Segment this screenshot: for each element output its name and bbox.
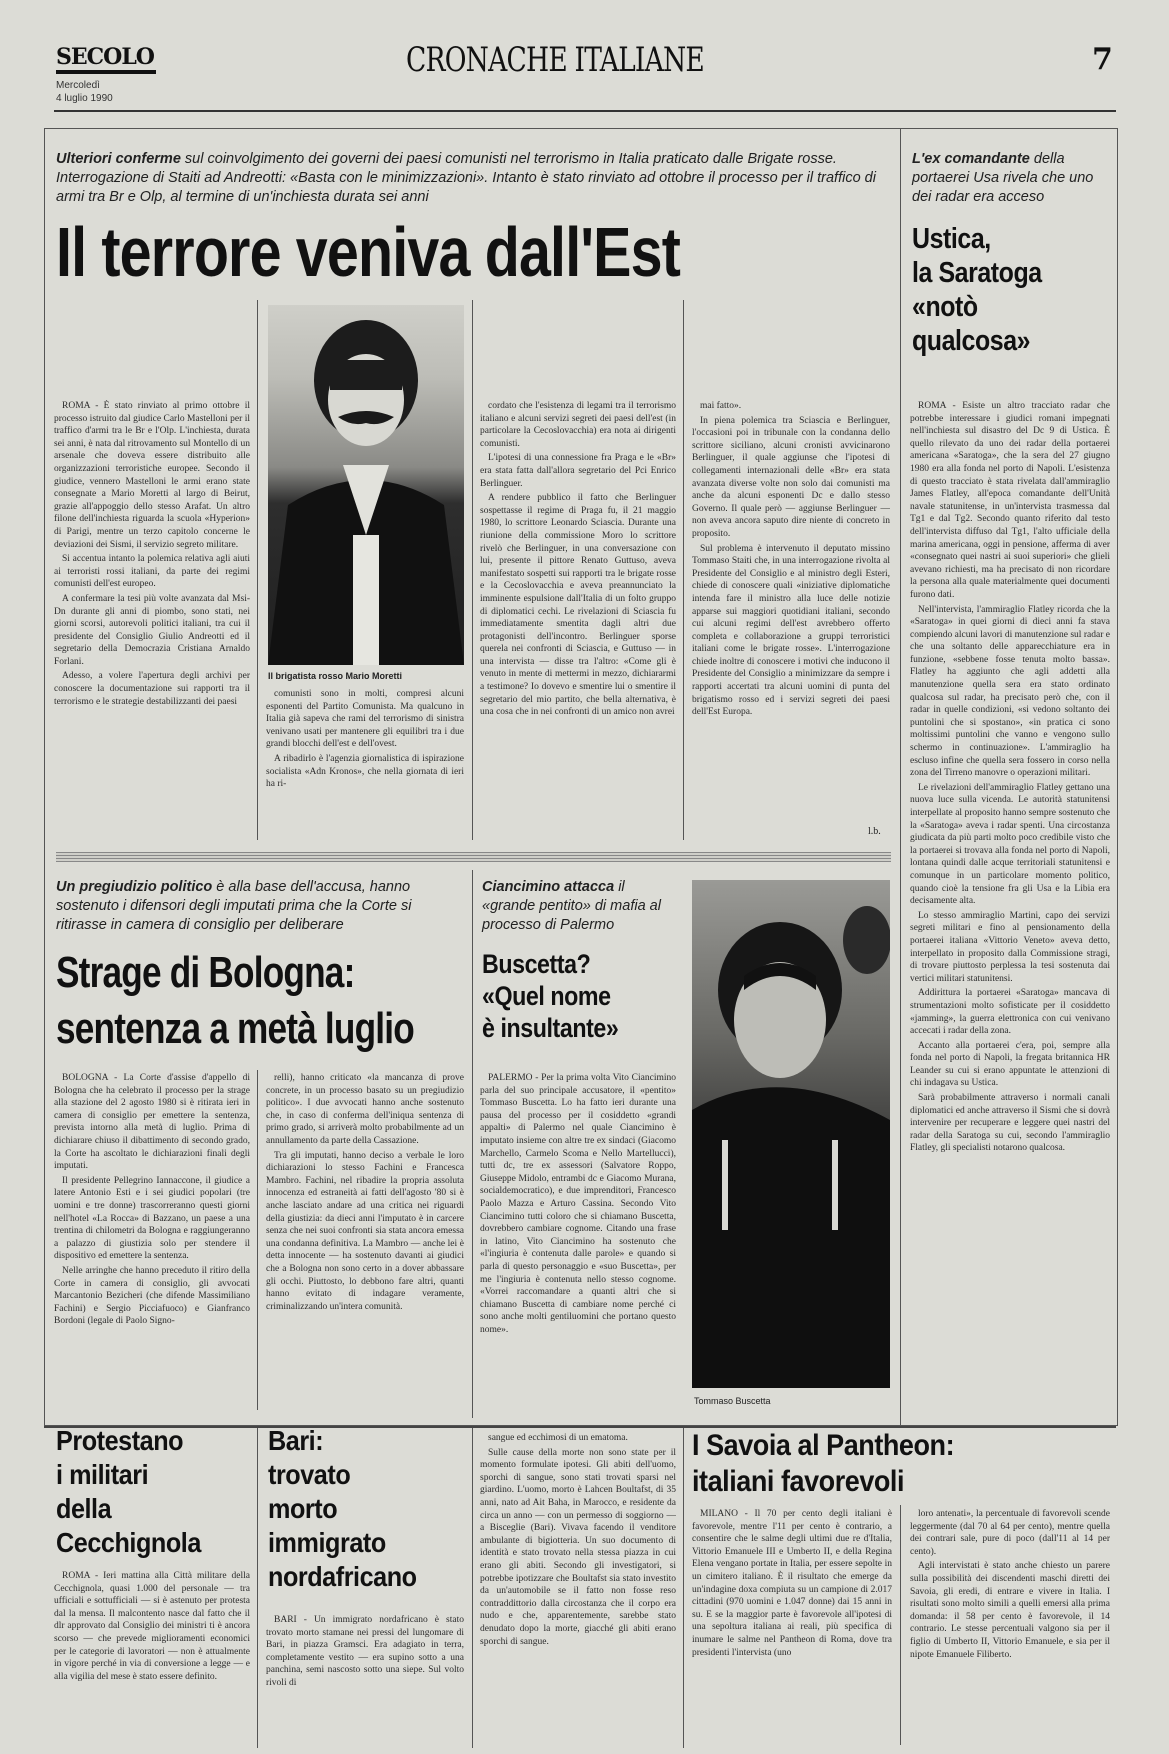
buscetta-p1: PALERMO - Per la prima volta Vito Ciancimino parla del suo principale accusatore, il «pentito» Tommaso Buscetta. Lo ha fatto ieri durante una pausa del processo per il cosiddetto «grandi appalti» di Palermo nel quale Ciancimino è imputato insieme con altre tre ex sindaci (Giacomo Marchello, Carmelo Scoma e Nello Martellucci), tutti dc, tre ex assessori (Salvatore Roppo, Giuseppe Midolo, entrambi dc e Giacomo Murana, socialdemocratico), e due imprenditori, Francesco Paolo Mazza e Arturo Cassina. Secondo Vito Ciancimino tutti coloro che si chiamano Buscetta, dovrebbero cambiare cognome. Citando una frase in latino, Vito Ciancimino ha sostenuto che «l'ingiuria è contenuta dalle parole» e quando si parla di questo personaggio e «suo Buscetta», per me l'ingiuria è contenuta nello stesso cognome. «Vorrei raccomandare a quanti altri che si chiamano Buscetta di cambiare nome perché ci sono anche molti gentiluomini che portano questo nome». xyxy=(480,1073,676,1335)
ustica-kicker-text: della portaerei Usa rivela che uno dei radar era acceso xyxy=(912,151,1094,205)
bologna-buscetta-divider xyxy=(472,870,473,1418)
issue-day: Mercoledì xyxy=(56,80,100,91)
main-kicker-text: sul coinvolgimento dei governi dei paesi comunisti nel terrorismo in Italia praticato dalle Brigate rosse. Interrogazione di Staiti ad Andreotti: «Basta con le minimizzazioni». Intanto è stato rinviato ad ottobre il processo per il traffico di armi tra Br e Olp, al termine di un'inchiesta durata sei anni xyxy=(56,151,876,205)
bari-headline-line-2: trovato xyxy=(268,1459,351,1490)
main-col-2 xyxy=(266,688,464,840)
main-col1-p1: ROMA - È stato rinviato al primo ottobre il processo istruito dal giudice Carlo Mastelloni per il traffico d'armi tra le Br e l'Olp. L'inchiesta, durata sei anni, è nata dal ritrovamento sul Montello di un arsenale che doveva essere distribuito alle organizzazioni terroristiche europee. Secondo il giudice, vennero Mastelloni le armi erano state consegnate a Mario Moretti al largo di Beirut, grazie all'appoggio dello stesso Arafat. Un altro filone dell'inchiesta riguarda la scuola «Hyperion» di Parigi, mentre un terzo capitolo concerne le deviazioni dei Sismi, il servizio segreto militare. xyxy=(54,401,250,550)
main-col2-p1: comunisti sono in molti, compresi alcuni esponenti del Partito Comunista. Ma qualcuno in Italia già sapeva che rami del terrorismo di sinistra venivano usati per mantenere gli equilibri tra i due grandi blocchi dell'est e dell'ovest. xyxy=(266,689,464,750)
bologna-col-1 xyxy=(54,1072,250,1412)
ustica-p7: Sarà probabilmente attraverso i normali canali diplomatici ed anche attraverso il Sismi che si dovrà intervenire per recuperare e leggere quei nastri del radar della Saratoga su cui, secondo l'ammiraglio Flatley, gli specialisti notarono qualcosa. xyxy=(910,1093,1110,1154)
page-number: 7 xyxy=(1092,42,1113,77)
paper-name: SECOLO xyxy=(56,44,156,74)
bologna-col-rule xyxy=(257,1070,258,1410)
moretti-portrait xyxy=(268,305,464,665)
ustica-headline-line-3: «notò xyxy=(912,291,978,323)
main-col3-p1: cordato che l'esistenza di legami tra il terrorismo italiano e alcuni servizi segreti dei paesi dell'est (in particolare la Cecoslovacchia) era nota ai dirigenti comunisti. xyxy=(480,401,676,449)
bottom-rule-3 xyxy=(683,1428,684,1748)
main-col1-p2: Si accentua intanto la polemica relativa agli aiuti ai terroristi rossi italiani, da parte dei regimi comunisti dell'est europeo. xyxy=(54,554,250,590)
ustica-headline-line-1: Ustica, xyxy=(912,223,991,255)
ustica-p2: Nell'intervista, l'ammiraglio Flatley ricorda che la «Saratoga» in quei giorni di dieci anni fa stava compiendo alcuni lavori di manutenzione sul radar e che una soltanto delle apparecchiature era in funzione, «sebbene fosse tenuta molto bassa». Flatley ha aggiunto che agli addetti alla manutenzione quella sera era stato ordinato qualcosa sul radar, ha precisato però che, con il radar in quelle condizioni, «si vedono soltanto dei puntolini che si spostano», «in pratica ci sono moltissimi puntolini che vanno e vengono sullo schermo in continuazione». L'ammiraglio ha escluso infine che quella sera fossero in corso nella zona del Tirreno manovre o operazioni militari. xyxy=(910,604,1110,779)
issue-date: 4 luglio 1990 xyxy=(56,93,113,104)
buscetta-body xyxy=(480,1072,676,1412)
buscetta-headline-line-1: Buscetta? xyxy=(482,949,591,979)
bari-headline-line-4: immigrato xyxy=(268,1527,386,1558)
main-col2-p2: A ribadirlo è l'agenzia giornalistica di ispirazione socialista «Adn Kronos», che nella giornata di ieri ha ri- xyxy=(266,753,464,790)
moretti-photo xyxy=(268,305,464,665)
bologna-col1-p1: BOLOGNA - La Corte d'assise d'appello di Bologna che ha celebrato il processo per la strage alla stazione del 2 agosto 1980 si è ritirata ieri in camera di consiglio per emettere la sentenza, prevista intorno alla metà di luglio. Prima di dichiarare chiuso il dibattimento di secondo grado, la Corte ha ascoltato le dichiarazioni finali degli imputati. xyxy=(54,1073,250,1172)
buscetta-headline-line-2: «Quel nome xyxy=(482,981,611,1011)
bologna-col-2 xyxy=(266,1072,464,1412)
ustica-headline-line-2: la Saratoga xyxy=(912,257,1042,289)
militari-headline-line-3: della xyxy=(56,1493,112,1524)
main-col-rule-3 xyxy=(683,300,684,840)
main-col4-p3: Sul problema è intervenuto il deputato missino Tommaso Staiti che, in una interrogazione rivolta al Presidente del Consiglio e al ministro degli Esteri, chiede di conoscere quali «iniziative diplomatiche intenda fare il ministro alla luce delle notizie apparse sui maggiori quotidiani italiani, secondo cui alcuni regimi dell'est avrebbero offerto completa e collaborazione a gruppi terroristici italiani come le brigate rosse». L'interrogazione chiede inoltre di conoscere i motivi che inducono il Presidente del Consiglio a minimizzare da sempre i rapporti accertati tra alcuni uomini di punta del brigatismo rosso ed i servizi segreti dei paesi dell'Est Europa. xyxy=(692,543,890,718)
ustica-kicker xyxy=(912,150,1112,207)
main-col-1 xyxy=(54,400,250,840)
savoia-col2-p2: Agli intervistati è stato anche chiesto un parere sulla possibilità dei discendenti maschi diretti dei Savoia, gli eredi, di entrare e vivere in Italia. I risultati sono molto simili a quelli emersi alla prima domanda: il 58 per cento è favorevole, il 14 contrario. Le stesse percentuali valgono sia per il figlio di Umberto II, Vittorio Emanuele, e sia per il nipote Emanuele Filiberto. xyxy=(910,1561,1110,1660)
main-col4-p1: mai fatto». xyxy=(700,401,742,411)
ustica-p5: Addirittura la portaerei «Saratoga» mancava di strumentazioni molto sofisticate per il cosiddetto «jamming», la guerra elettronica con cui venivano accecati i radar della zona. xyxy=(910,988,1110,1037)
buscetta-kicker xyxy=(482,878,672,935)
bari-body-left xyxy=(266,1614,464,1724)
main-signature: l.b. xyxy=(868,826,881,837)
main-col3-p3: A rendere pubblico il fatto che Berlinguer sospettasse il regime di Praga fu, il 21 maggio 1980, lo scrittore Leonardo Sciascia. Durante una riunione della commissione Moro lo scrittore rivelò che Berlinguer, in una conversazione con lui, presente il pittore Renato Guttuso, aveva manifestato sospetti sui rapporti tra le brigate rosse e la Cecoslovacchia e aveva preannunciato la imminente espulsione dall'Italia di un folto gruppo di diplomatici cechi. Le rivelazioni di Sciascia fu immediatamente smentita dagli altri due protagonisti dell'incontro. Berlinguer sporse querela nei confronti di Sciascia, e Guttuso — in una intervista — disse tra l'altro: «Come gli è venuto in mente di mettermi in mezzo, dichiararmi a testimone? Io dovevo e smentire lui o smentire il segretario del mio partito, che bella alternativa, è una cosa che in nei confronti di un amico non avrei xyxy=(480,493,676,718)
ustica-p4: Lo stesso ammiraglio Martini, capo dei servizi segreti militari e fino al pensionamento della portaerei italiana «Vittorio Veneto» aveva detto, interpellato in proposito dalla Commissione stragi, di trovare piuttosto perplessa la tesi sostenuta dai vertici militari statunitensi. xyxy=(910,910,1110,984)
militari-p1: ROMA - Ieri mattina alla Città militare della Cecchignola, quasi 1.000 del personale — tra ufficiali e sottufficiali — si è astenuto per protesta dal la mensa. Il malcontento nasce dal fatto che il dlr approvato dal Consiglio dei ministri ti è ancora scorso — che prevede miglioramenti economici per le categorie di lavoratori — non è attualmente in vigore perché in via di conversione a legge — e alla vigilia del mese è stato essere definito. xyxy=(54,1571,250,1682)
main-col4-p2: In piena polemica tra Sciascia e Berlinguer, l'occasioni poi in tribunale con la condanna dello scrittore siciliano, alcuni cronisti avvicinarono Berlinguer, il quale aggiunse che l'ipotesi di collegamenti internazionali delle «Br» era stata avanzata diverse volte non solo dai comunisti ma anche da alcuni esponenti Dc e dallo stesso Governo. Il quale però — aggiunse Berlinguer — non aveva ancora saputo dire niente di concreto in proposito. xyxy=(692,415,890,539)
bari-right-p1: sangue ed ecchimosi di un ematoma. xyxy=(488,1433,628,1443)
ustica-headline-line-4: qualcosa» xyxy=(912,325,1031,357)
savoia-headline-line-2: italiani favorevoli xyxy=(692,1465,905,1498)
savoia-col2-p1: loro antenati», la percentuale di favorevoli scende leggermente (dal 70 al 64 per cento), mentre quella dei contrari sale, pure di poco (dall'11 al 14 per cento). xyxy=(910,1509,1110,1557)
buscetta-kicker-lead: Ciancimino attacca xyxy=(482,879,615,895)
bari-right-p2: Sulle cause della morte non sono state per il momento formulate ipotesi. Gli abiti dell'uomo, sporchi di sangue, sono stati trovati sparsi nel giardino. L'uomo, morto è Lahcen Boultafst, di 35 anni, nato ad Ait Baha, in Marocco, e residente da circa un anno — con un permesso di soggiorno — a Bisceglie (Bari). Vivava facendo il venditore ambulante di bigiotteria. Un suo documento di identità e stato trovato nella stessa piazza in cui erano gli abiti. Secondo gli investigatori, si potrebbe ipotizzare che Boultafst sia stato investito da un'automobile se il fatto non fosse reso contraddittorio dalla circostanza che il corpo era nudo e che, apparentemente, sarebbe stato denudato dopo la morte, giacché gli abiti erano sporchi di sangue. xyxy=(480,1447,676,1647)
militari-headline-line-2: i militari xyxy=(56,1459,149,1490)
bari-left-p1: BARI - Un immigrato nordafricano è stato trovato morto stamane nei pressi del lungomare di Bari, in piazza Gramsci. Era adagiato in terra, completamente vestito — era supino sotto a una panchina, semi nascosto sotto una siepe. Sul volto rivoli di xyxy=(266,1615,464,1688)
buscetta-kicker-text: il «grande pentito» di mafia al processo di Palermo xyxy=(482,879,661,933)
section-title: CRONACHE ITALIANE xyxy=(406,40,704,80)
savoia-col-rule xyxy=(900,1505,901,1745)
moretti-caption: Il brigatista rosso Mario Moretti xyxy=(268,671,403,681)
main-col-rule-1 xyxy=(257,300,258,840)
bologna-kicker-text: è alla base dell'accusa, hanno sostenuto i difensori degli imputati prima che la Corte si ritirasse in camera di consiglio per deliberare xyxy=(56,879,412,933)
buscetta-caption: Tommaso Buscetta xyxy=(694,1396,771,1406)
bologna-col2-p2: Tra gli imputati, hanno deciso a verbale le loro dichiarazioni lo stesso Fachini e Francesca Mambro. Fachini, nel ribadire la propria assoluta innocenza ed estraneità ai fatti dell'agosto '80 si è anche lasciato andare ad una critica nei riguardi della giustizia: da dieci anni l'imputato è in carcere senza che nei suoi confronti sia stata ancora emessa una condanna definitiva. La Mambro — anche lei è detta innocente — ha sostenuto davanti ai giudici che a Bologna non sono certo in a dover abbassare gli occhi. Piuttosto, lo debbono fare altri, quanti hanno evitato di indagare veramente, criminalizzando un'intera comunità. xyxy=(266,1150,464,1312)
bologna-col1-p2: Il presidente Pellegrino Iannaccone, il giudice a latere Antonio Esti e i sei giudici popolari (tre uomini e tre donne) trascorreranno questi giorni nell'hotel «La Rocca» di Bazzano, un paese a una trentina di chilometri da Bologna e raggiungeranno a palazzo di giustizia solo per stendere il dispositivo ed emettere la sentenza. xyxy=(54,1175,250,1262)
main-col3-p2: L'ipotesi di una connessione fra Praga e le «Br» era stata fatta dall'allora segretario del Pci Enrico Berlinguer. xyxy=(480,453,676,489)
main-col1-p4: Adesso, a volere l'apertura degli archivi per conoscere la documentazione sui rapporti tra il terrorismo e le strategie destabilizzanti dei paesi xyxy=(54,671,250,707)
bologna-col2-p1: relli), hanno criticato «la mancanza di prove concrete, in un processo basato su un pregiudizio politico». I due avvocati hanno anche sostenuto che, in caso di conferma dell'iniqua sentenza di primo grado, si arriverà molto probabilmente ad un annullamento da parte della Cassazione. xyxy=(266,1073,464,1146)
bologna-headline-line-1: Strage di Bologna: xyxy=(56,948,355,997)
bari-headline-line-5: nordafricano xyxy=(268,1561,417,1592)
bologna-kicker-lead: Un pregiudizio politico xyxy=(56,879,213,895)
main-col-rule-2 xyxy=(472,300,473,840)
savoia-col1-p1: MILANO - Il 70 per cento degli italiani è favorevole, mentre l'11 per cento è contrario, a consentire che le salme degli ultimi due re d'Italia, Vittorio Emanuele III e Umberto II, e della Regina Elena vengano portate in Italia, per essere sepolte in un cimitero italiano. È il risultato che emerge da un'indagine doxa compiuta su un campione di 2.017 cittadini (970 uomini e 1.047 donne) dai 15 anni in su. E se la maggior parte è favorevole all'ipotesi di una sepoltura italiana ai reali, più specifica di inumare le salme nel Pantheon di Roma, dove tra presidenti l'intervista (uno xyxy=(692,1509,892,1658)
militari-headline xyxy=(56,1424,254,1560)
ustica-p3: Le rivelazioni dell'ammiraglio Flatley gettano una nuova luce sulla vicenda. Le autorità statunitensi interpellate al proposito hanno sempre sostenuto che la «Saratoga» aveva i radar spenti. Una circostanza giudicata da più parti molto poco credibile visto che la portaerei si trovava alla fonda nel porto di Napoli, lontana quindi dalle acque territoriali statunitensi e comunque in un particolare momento politico, quando cioè la tensione fra gli Usa e la Libia era decisamente alta. xyxy=(910,782,1110,907)
bari-body-right xyxy=(480,1432,676,1722)
buscetta-headline xyxy=(482,948,672,1044)
main-headline: Il terrore veniva dall'Est xyxy=(56,213,681,291)
main-col-4 xyxy=(692,400,890,825)
bari-headline xyxy=(268,1424,468,1594)
ustica-kicker-lead: L'ex comandante xyxy=(912,151,1030,167)
savoia-headline-line-1: I Savoia al Pantheon: xyxy=(692,1429,955,1462)
main-kicker xyxy=(56,150,890,207)
buscetta-photo xyxy=(692,880,890,1388)
bari-headline-line-3: morto xyxy=(268,1493,338,1524)
bologna-kicker xyxy=(56,878,461,935)
ustica-p6: Accanto alla portaerei c'era, poi, sempre alla fonda nel porto di Napoli, la fregata britannica HR Leander su cui si erano appuntate le attenzioni di chi indagava su Ustica. xyxy=(910,1040,1110,1089)
savoia-col-2 xyxy=(910,1508,1110,1722)
ustica-body xyxy=(910,400,1110,1418)
ustica-headline xyxy=(912,222,1112,358)
buscetta-headline-line-3: è insultante» xyxy=(482,1013,619,1043)
main-kicker-lead: Ulteriori conferme xyxy=(56,151,181,167)
bari-headline-line-1: Bari: xyxy=(268,1425,324,1456)
ustica-divider xyxy=(900,128,901,1426)
main-col1-p3: A confermare la tesi più volte avanzata dal Msi-Dn durante gli anni di piombo, sono stati, nei giorni scorsi, autorevoli politici italiani, tra cui il presidente del Consiglio Giulio Andreotti ed il segretario della Democrazia Cristiana Arnaldo Forlani. xyxy=(54,593,250,667)
buscetta-portrait xyxy=(692,880,890,1388)
bottom-rule-2 xyxy=(472,1428,473,1748)
bologna-headline-line-2: sentenza a metà luglio xyxy=(56,1004,414,1053)
masthead-rule xyxy=(54,110,1116,112)
militari-headline-line-4: Cecchignola xyxy=(56,1527,201,1558)
militari-body xyxy=(54,1570,250,1720)
masthead xyxy=(56,40,1116,110)
main-col-3 xyxy=(480,400,676,840)
mid-band xyxy=(56,852,891,862)
ustica-p1: ROMA - Esiste un altro tracciato radar che potrebbe interessare i giudici romani impegnati nell'inchiesta sul disastro del Dc 9 di Ustica. È quello rilevato da uno dei radar della portaerei americana «Saratoga», che la sera del 27 giugno 1980 era alla fonda nel porto di Napoli. L'esistenza di questo tracciato è stata rivelata dall'ammiraglio James Flatley, all'epoca comandante dell'Unità navale statunitense, in un'intervista trasmessa dal Tg1 e dal Tg2. Secondo quanto riferito dal testo dell'intervista diffuso dal Tg1, l'alto ufficiale della marina americana, oggi in pensione, afferma di aver «consegnato quei nastri ai suoi superiori» che glieli avevano richiesti, ma ha precisato di non ricordare la persona alla quale materialmente quei documenti furono dati. xyxy=(910,401,1110,600)
savoia-col-1 xyxy=(692,1508,892,1722)
bottom-rule-1 xyxy=(257,1428,258,1748)
bologna-col1-p3: Nelle arringhe che hanno preceduto il ritiro della Corte in camera di consiglio, gli avvocati Marcantonio Bezicheri (che difende Massimiliano Fachini) e Sergio Picciafuoco) e Gianfranco Bordoni (legale di Paolo Signo- xyxy=(54,1265,250,1327)
militari-headline-line-1: Protestano xyxy=(56,1425,184,1456)
